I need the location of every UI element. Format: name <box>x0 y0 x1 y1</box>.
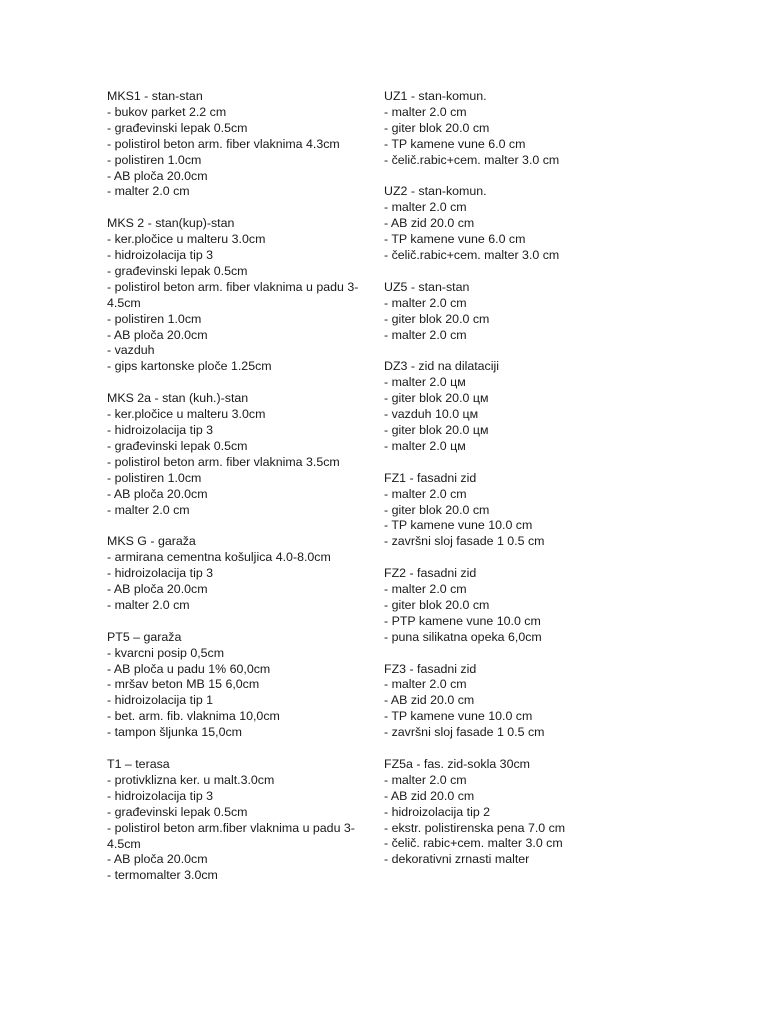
layer-item: - polistirol beton arm.fiber vlaknima u padu 3-4.5cm <box>107 820 355 851</box>
spec-block <box>107 630 379 741</box>
spec-block <box>107 534 379 614</box>
block-title: UZ5 - stan-stan <box>384 279 470 294</box>
layer-item: - AB ploča 20.0cm <box>107 852 208 867</box>
layer-item: - završni sloj fasade 1 0.5 cm <box>384 534 545 549</box>
layer-item: - malter 2.0 cm <box>384 486 467 501</box>
block-title: FZ3 - fasadni zid <box>384 661 477 676</box>
layer-item: - ker.pločice u malteru 3.0cm <box>107 407 266 422</box>
layer-item: - AB zid 20.0 cm <box>384 788 475 803</box>
layer-item: - polistirol beton arm. fiber vlaknima u padu 3-4.5cm <box>107 279 359 310</box>
layer-item: - hidroizolacija tip 1 <box>107 693 214 708</box>
layer-item: - malter 2.0 cm <box>384 295 467 310</box>
block-title: MKS 2a - stan (kuh.)-stan <box>107 391 249 406</box>
layer-item: - kvarcni posip 0,5cm <box>107 645 225 660</box>
layer-item: - malter 2.0 cm <box>107 597 190 612</box>
layer-item: - ker.pločice u malteru 3.0cm <box>107 232 266 247</box>
layer-item: - AB ploča 20.0cm <box>107 486 208 501</box>
right-column <box>384 89 684 884</box>
layer-item: - AB ploča 20.0cm <box>107 582 208 597</box>
spec-block <box>384 471 684 551</box>
block-title: DZ3 - zid na dilataciji <box>384 359 500 374</box>
layer-item: - giter blok 20.0 cm <box>384 311 490 326</box>
layer-item: - giter blok 20.0 цм <box>384 391 489 406</box>
layer-item: - giter blok 20.0 цм <box>384 422 489 437</box>
layer-item: - PTP kamene vune 10.0 cm <box>384 613 541 628</box>
layer-item: - malter 2.0 цм <box>384 375 466 390</box>
layer-item: - AB zid 20.0 cm <box>384 693 475 708</box>
block-title: UZ2 - stan-komun. <box>384 184 487 199</box>
block-title: FZ2 - fasadni zid <box>384 566 477 581</box>
block-title: MKS1 - stan-stan <box>107 89 203 103</box>
layer-item: - građevinski lepak 0.5cm <box>107 438 248 453</box>
layer-item: - polistirol beton arm. fiber vlaknima 4.3cm <box>107 136 340 151</box>
layer-item: - polistiren 1.0cm <box>107 311 202 326</box>
layer-item: - giter blok 20.0 cm <box>384 502 490 517</box>
layer-item: - građevinski lepak 0.5cm <box>107 804 248 819</box>
layer-item: - armirana cementna košuljica 4.0-8.0cm <box>107 550 331 565</box>
spec-block <box>107 391 379 518</box>
layer-item: - gips kartonske ploče 1.25cm <box>107 359 272 374</box>
layer-item: - AB zid 20.0 cm <box>384 216 475 231</box>
layer-item: - hidroizolacija tip 3 <box>107 248 214 263</box>
layer-item: - giter blok 20.0 cm <box>384 597 490 612</box>
layer-item: - malter 2.0 cm <box>384 772 467 787</box>
spec-block <box>384 184 684 264</box>
spec-block <box>107 216 379 375</box>
layer-item: - čelič.rabic+cem. malter 3.0 cm <box>384 152 560 167</box>
spec-block <box>384 566 684 646</box>
layer-item: - TP kamene vune 10.0 cm <box>384 518 533 533</box>
layer-item: - malter 2.0 cm <box>384 582 467 597</box>
layer-item: - čelič.rabic+cem. malter 3.0 cm <box>384 248 560 263</box>
layer-item: - tampon šljunka 15,0cm <box>107 725 242 740</box>
layer-item: - giter blok 20.0 cm <box>384 120 490 135</box>
block-title: MKS G - garaža <box>107 534 196 549</box>
layer-item: - polistirol beton arm. fiber vlaknima 3.5cm <box>107 454 340 469</box>
left-column <box>107 89 379 900</box>
layer-item: - mršav beton MB 15 6,0cm <box>107 677 260 692</box>
layer-item: - malter 2.0 cm <box>107 502 190 517</box>
block-title: PT5 – garaža <box>107 629 182 644</box>
spec-block <box>384 89 684 169</box>
layer-item: - TP kamene vune 6.0 cm <box>384 136 526 151</box>
spec-block <box>107 757 379 884</box>
layer-item: - AB ploča 20.0cm <box>107 327 208 342</box>
layer-item: - građevinski lepak 0.5cm <box>107 263 248 278</box>
layer-item: - bukov parket 2.2 cm <box>107 104 227 119</box>
layer-item: - polistiren 1.0cm <box>107 470 202 485</box>
layer-item: - puna silikatna opeka 6,0cm <box>384 629 542 644</box>
layer-item: - ekstr. polistirenska pena 7.0 cm <box>384 820 566 835</box>
layer-item: - malter 2.0 cm <box>384 104 467 119</box>
layer-item: - AB ploča 20.0cm <box>107 168 208 183</box>
layer-item: - AB ploča u padu 1% 60,0cm <box>107 661 271 676</box>
block-title: FZ5a - fas. zid-sokla 30cm <box>384 756 530 771</box>
spec-block <box>107 89 379 200</box>
layer-item: - hidroizolacija tip 3 <box>107 788 214 803</box>
layer-item: - TP kamene vune 10.0 cm <box>384 709 533 724</box>
layer-item: - hidroizolacija tip 3 <box>107 423 214 437</box>
layer-item: - malter 2.0 цм <box>384 438 466 453</box>
spec-block <box>384 662 684 742</box>
layer-item: - dekorativni zrnasti malter <box>384 852 530 867</box>
spec-block <box>384 280 684 344</box>
spec-block <box>384 757 684 868</box>
layer-item: - polistiren 1.0cm <box>107 152 202 167</box>
layer-item: - hidroizolacija tip 3 <box>107 566 214 581</box>
block-title: MKS 2 - stan(kup)-stan <box>107 216 235 231</box>
layer-item: - završni sloj fasade 1 0.5 cm <box>384 725 545 740</box>
layer-item: - malter 2.0 cm <box>384 200 467 215</box>
layer-item: - termomalter 3.0cm <box>107 868 218 883</box>
layer-item: - TP kamene vune 6.0 cm <box>384 232 526 247</box>
layer-item: - bet. arm. fib. vlaknima 10,0cm <box>107 709 280 724</box>
spec-block <box>384 359 684 454</box>
layer-item: - građevinski lepak 0.5cm <box>107 120 248 135</box>
layer-item: - čelič. rabic+cem. malter 3.0 cm <box>384 836 563 851</box>
block-title: UZ1 - stan-komun. <box>384 89 487 103</box>
layer-item: - vazduh 10.0 цм <box>384 407 479 422</box>
layer-item: - vazduh <box>107 343 155 358</box>
layer-item: - protivklizna ker. u malt.3.0cm <box>107 772 275 787</box>
layer-item: - hidroizolacija tip 2 <box>384 804 491 819</box>
layer-item: - malter 2.0 cm <box>384 677 467 692</box>
layer-item: - malter 2.0 cm <box>107 184 190 199</box>
layer-item: - malter 2.0 cm <box>384 327 467 342</box>
block-title: T1 – terasa <box>107 756 170 771</box>
block-title: FZ1 - fasadni zid <box>384 470 477 485</box>
